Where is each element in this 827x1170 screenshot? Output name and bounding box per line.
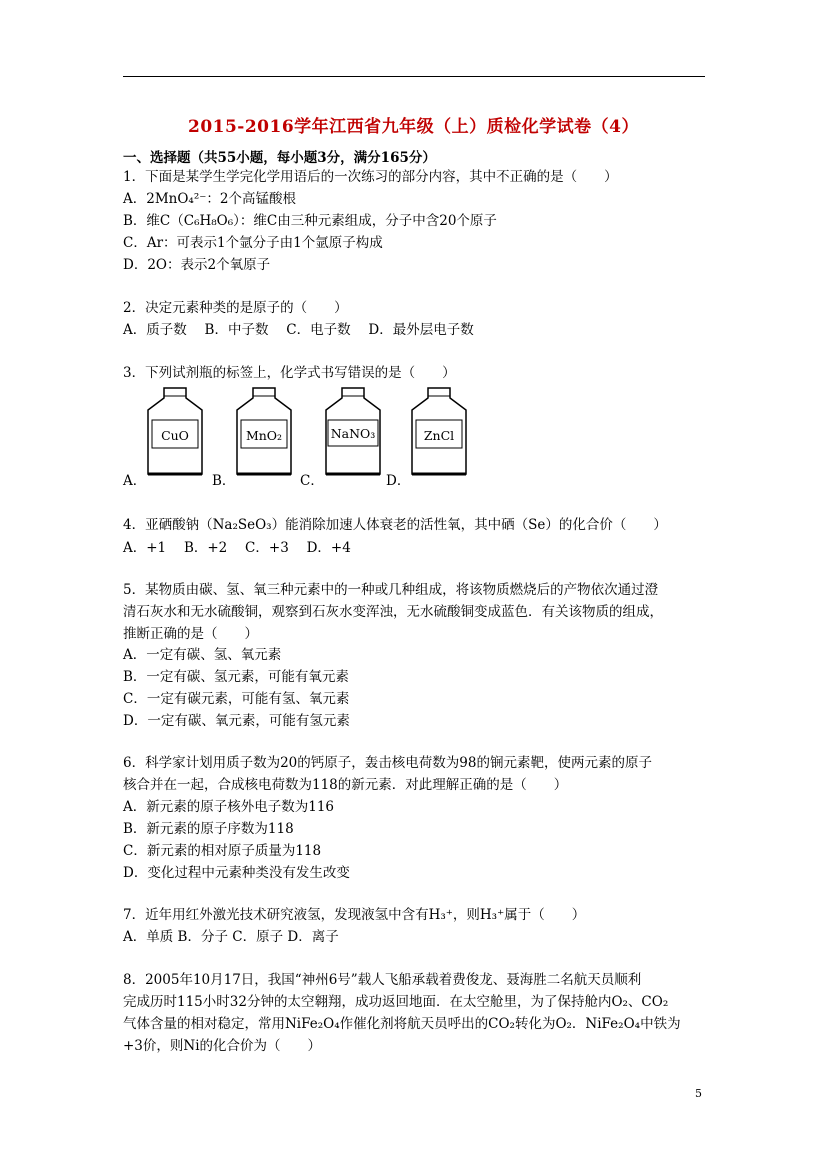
q3-option-c-letter: C． [300,473,324,489]
page-number: 5 [695,1087,702,1100]
q1-option-a: A．2MnO₄²⁻：2个高锰酸根 [123,191,296,207]
q2-options: A．质子数 B．中子数 C．电子数 D．最外层电子数 [123,322,474,338]
bottle-c-label: NaNO₃ [330,426,376,441]
section-heading: 一、选择题（共55小题，每小题3分，满分165分） [123,150,436,166]
q8-line2: 完成历时115小时32分钟的太空翱翔，成功返回地面．在太空舱里，为了保持舱内O₂、CO₂ [123,994,669,1010]
q1-stem: 1．下面是某学生学完化学用语后的一次练习的部分内容，其中不正确的是（ ） [123,169,618,185]
q3-stem: 3．下列试剂瓶的标签上，化学式书写错误的是（ ） [123,365,456,381]
q5-stem-line1: 5．某物质由碳、氢、氧三种元素中的一种或几种组成，将该物质燃烧后的产物依次通过澄 [123,582,659,598]
q5-option-a: A．一定有碳、氢、氧元素 [123,647,282,663]
q6-option-a: A．新元素的原子核外电子数为116 [123,799,335,815]
q5-option-c: C．一定有碳元素，可能有氢、氧元素 [123,691,350,707]
q3-option-b-letter: B． [212,473,236,489]
q1-option-c: C．Ar：可表示1个氩分子由1个氩原子构成 [123,235,383,251]
q5-option-b: B．一定有碳、氢元素，可能有氧元素 [123,669,349,685]
q5-option-d: D．一定有碳、氧元素，可能有氢元素 [123,713,350,729]
q8-line4: +3价，则Ni的化合价为（ ） [123,1038,322,1054]
q5-stem-line2: 清石灰水和无水硫酸铜，观察到石灰水变浑浊，无水硫酸铜变成蓝色．有关该物质的组成， [123,604,663,620]
bottle-b-label: MnO₂ [245,428,283,443]
header-rule [123,76,705,77]
q6-stem-line1: 6．科学家计划用质子数为20的钙原子，轰击核电荷数为98的锎元素靶，使两元素的原子 [123,755,652,771]
q1-option-b: B．维C（C₆H₈O₆）：维C由三种元素组成，分子中含20个原子 [123,213,497,229]
q3-option-d-letter: D． [386,473,411,489]
q2-stem: 2．决定元素种类的是原子的（ ） [123,300,348,316]
q5-stem-line3: 推断正确的是（ ） [123,626,258,642]
bottle-a-label: CuO [161,428,189,443]
q6-option-b: B．新元素的原子序数为118 [123,821,294,837]
q6-stem-line2: 核合并在一起，合成核电荷数为118的新元素．对此理解正确的是（ ） [123,777,568,793]
q1-option-d: D．2O：表示2个氧原子 [123,257,271,273]
q3-option-a-letter: A． [123,473,147,489]
q4-stem: 4．亚硒酸钠（Na₂SeO₃）能消除加速人体衰老的活性氧，其中硒（Se）的化合价（ ） [123,517,667,533]
q8-line3: 气体含量的相对稳定，常用NiFe₂O₄作催化剂将航天员呼出的CO₂转化为O₂．NiFe₂O₄中铁为 [123,1016,681,1032]
q8-line1: 8．2005年10月17日，我国“神州6号”载人飞船承载着费俊龙、聂海胜二名航天员顺利 [123,972,642,988]
q7-options: A．单质 B．分子 C．原子 D．离子 [123,929,339,945]
bottle-d-label: ZnCl [423,428,455,443]
page-title: 2015-2016学年江西省九年级（上）质检化学试卷（4） [187,117,639,137]
q6-option-c: C．新元素的相对原子质量为118 [123,843,322,859]
q6-option-d: D．变化过程中元素种类没有发生改变 [123,865,350,881]
q4-options: A．+1 B．+2 C．+3 D．+4 [123,540,351,556]
q7-stem: 7．近年用红外激光技术研究液氢，发现液氢中含有H₃⁺，则H₃⁺属于（ ） [123,907,586,923]
